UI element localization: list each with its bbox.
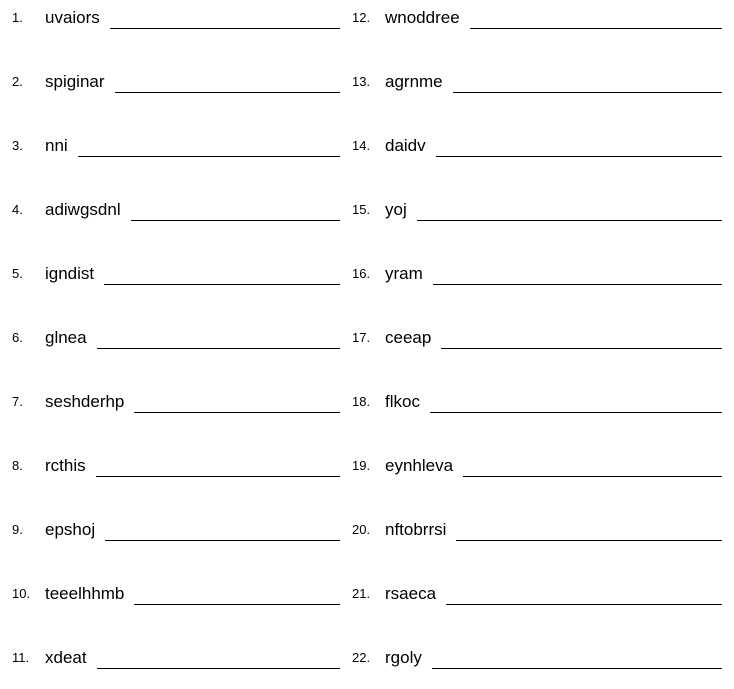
- scrambled-word: igndist: [45, 264, 95, 283]
- question-row: [352, 65, 722, 95]
- scrambled-word: adiwgsdnl: [45, 200, 121, 219]
- question-row: [352, 1, 722, 31]
- question-number: 1.: [12, 10, 23, 25]
- question-number: 20.: [352, 522, 371, 537]
- scrambled-word: xdeat: [45, 648, 87, 667]
- scrambled-word: uvaiors: [45, 8, 100, 27]
- scrambled-word: agrnme: [385, 72, 443, 91]
- question-number: 13.: [352, 74, 371, 89]
- scrambled-word: eynhleva: [385, 456, 454, 475]
- question-number: 18.: [352, 394, 371, 409]
- scrambled-word: flkoc: [385, 392, 420, 411]
- answer-blank-line[interactable]: [96, 475, 340, 477]
- question-row: [352, 513, 722, 543]
- scrambled-word: epshoj: [45, 520, 96, 539]
- answer-blank-line[interactable]: [436, 155, 722, 157]
- answer-blank-line[interactable]: [97, 667, 340, 669]
- scrambled-word: ceeap: [385, 328, 432, 347]
- scrambled-word: rsaeca: [385, 584, 437, 603]
- question-row: [12, 65, 340, 95]
- scrambled-word: nni: [45, 136, 68, 155]
- answer-blank-line[interactable]: [134, 603, 340, 605]
- question-row: [12, 641, 340, 671]
- scrambled-word: daidv: [385, 136, 426, 155]
- answer-blank-line[interactable]: [131, 219, 340, 221]
- question-number: 19.: [352, 458, 371, 473]
- question-row: [352, 129, 722, 159]
- answer-blank-line[interactable]: [433, 283, 722, 285]
- question-row: [352, 641, 722, 671]
- answer-blank-line[interactable]: [453, 91, 722, 93]
- question-number: 15.: [352, 202, 371, 217]
- question-row: [12, 1, 340, 31]
- answer-blank-line[interactable]: [417, 219, 722, 221]
- question-row: [12, 513, 340, 543]
- question-number: 22.: [352, 650, 371, 665]
- question-row: [12, 257, 340, 287]
- answer-blank-line[interactable]: [104, 283, 340, 285]
- question-row: [12, 321, 340, 351]
- question-number: 7.: [12, 394, 23, 409]
- question-row: [352, 577, 722, 607]
- question-number: 8.: [12, 458, 23, 473]
- question-row: [352, 321, 722, 351]
- question-number: 3.: [12, 138, 23, 153]
- question-row: [12, 385, 340, 415]
- question-number: 21.: [352, 586, 371, 601]
- answer-blank-line[interactable]: [97, 347, 340, 349]
- scrambled-word: yoj: [385, 200, 407, 219]
- question-number: 6.: [12, 330, 23, 345]
- question-number: 16.: [352, 266, 371, 281]
- question-row: [12, 129, 340, 159]
- question-number: 4.: [12, 202, 23, 217]
- answer-blank-line[interactable]: [78, 155, 340, 157]
- scrambled-word: spiginar: [45, 72, 105, 91]
- scrambled-word: wnoddree: [385, 8, 460, 27]
- scrambled-word: teeelhhmb: [45, 584, 125, 603]
- answer-blank-line[interactable]: [432, 667, 722, 669]
- answer-blank-line[interactable]: [446, 603, 722, 605]
- question-number: 5.: [12, 266, 23, 281]
- answer-blank-line[interactable]: [430, 411, 722, 413]
- question-row: [352, 257, 722, 287]
- question-number: 2.: [12, 74, 23, 89]
- answer-blank-line[interactable]: [105, 539, 340, 541]
- answer-blank-line[interactable]: [463, 475, 722, 477]
- answer-blank-line[interactable]: [470, 27, 722, 29]
- answer-blank-line[interactable]: [441, 347, 722, 349]
- question-row: [12, 577, 340, 607]
- question-row: [12, 193, 340, 223]
- question-number: 17.: [352, 330, 371, 345]
- scrambled-word: glnea: [45, 328, 87, 347]
- question-number: 9.: [12, 522, 23, 537]
- question-row: [352, 385, 722, 415]
- answer-blank-line[interactable]: [115, 91, 340, 93]
- scrambled-word: rcthis: [45, 456, 86, 475]
- question-row: [12, 449, 340, 479]
- scrambled-word: seshderhp: [45, 392, 125, 411]
- question-number: 14.: [352, 138, 371, 153]
- question-number: 10.: [12, 586, 31, 601]
- scrambled-word: yram: [385, 264, 423, 283]
- question-number: 12.: [352, 10, 371, 25]
- answer-blank-line[interactable]: [456, 539, 722, 541]
- question-number: 11.: [12, 650, 30, 665]
- scrambled-word: nftobrrsi: [385, 520, 447, 539]
- answer-blank-line[interactable]: [134, 411, 340, 413]
- scrambled-word: rgoly: [385, 648, 422, 667]
- question-row: [352, 193, 722, 223]
- question-row: [352, 449, 722, 479]
- answer-blank-line[interactable]: [110, 27, 340, 29]
